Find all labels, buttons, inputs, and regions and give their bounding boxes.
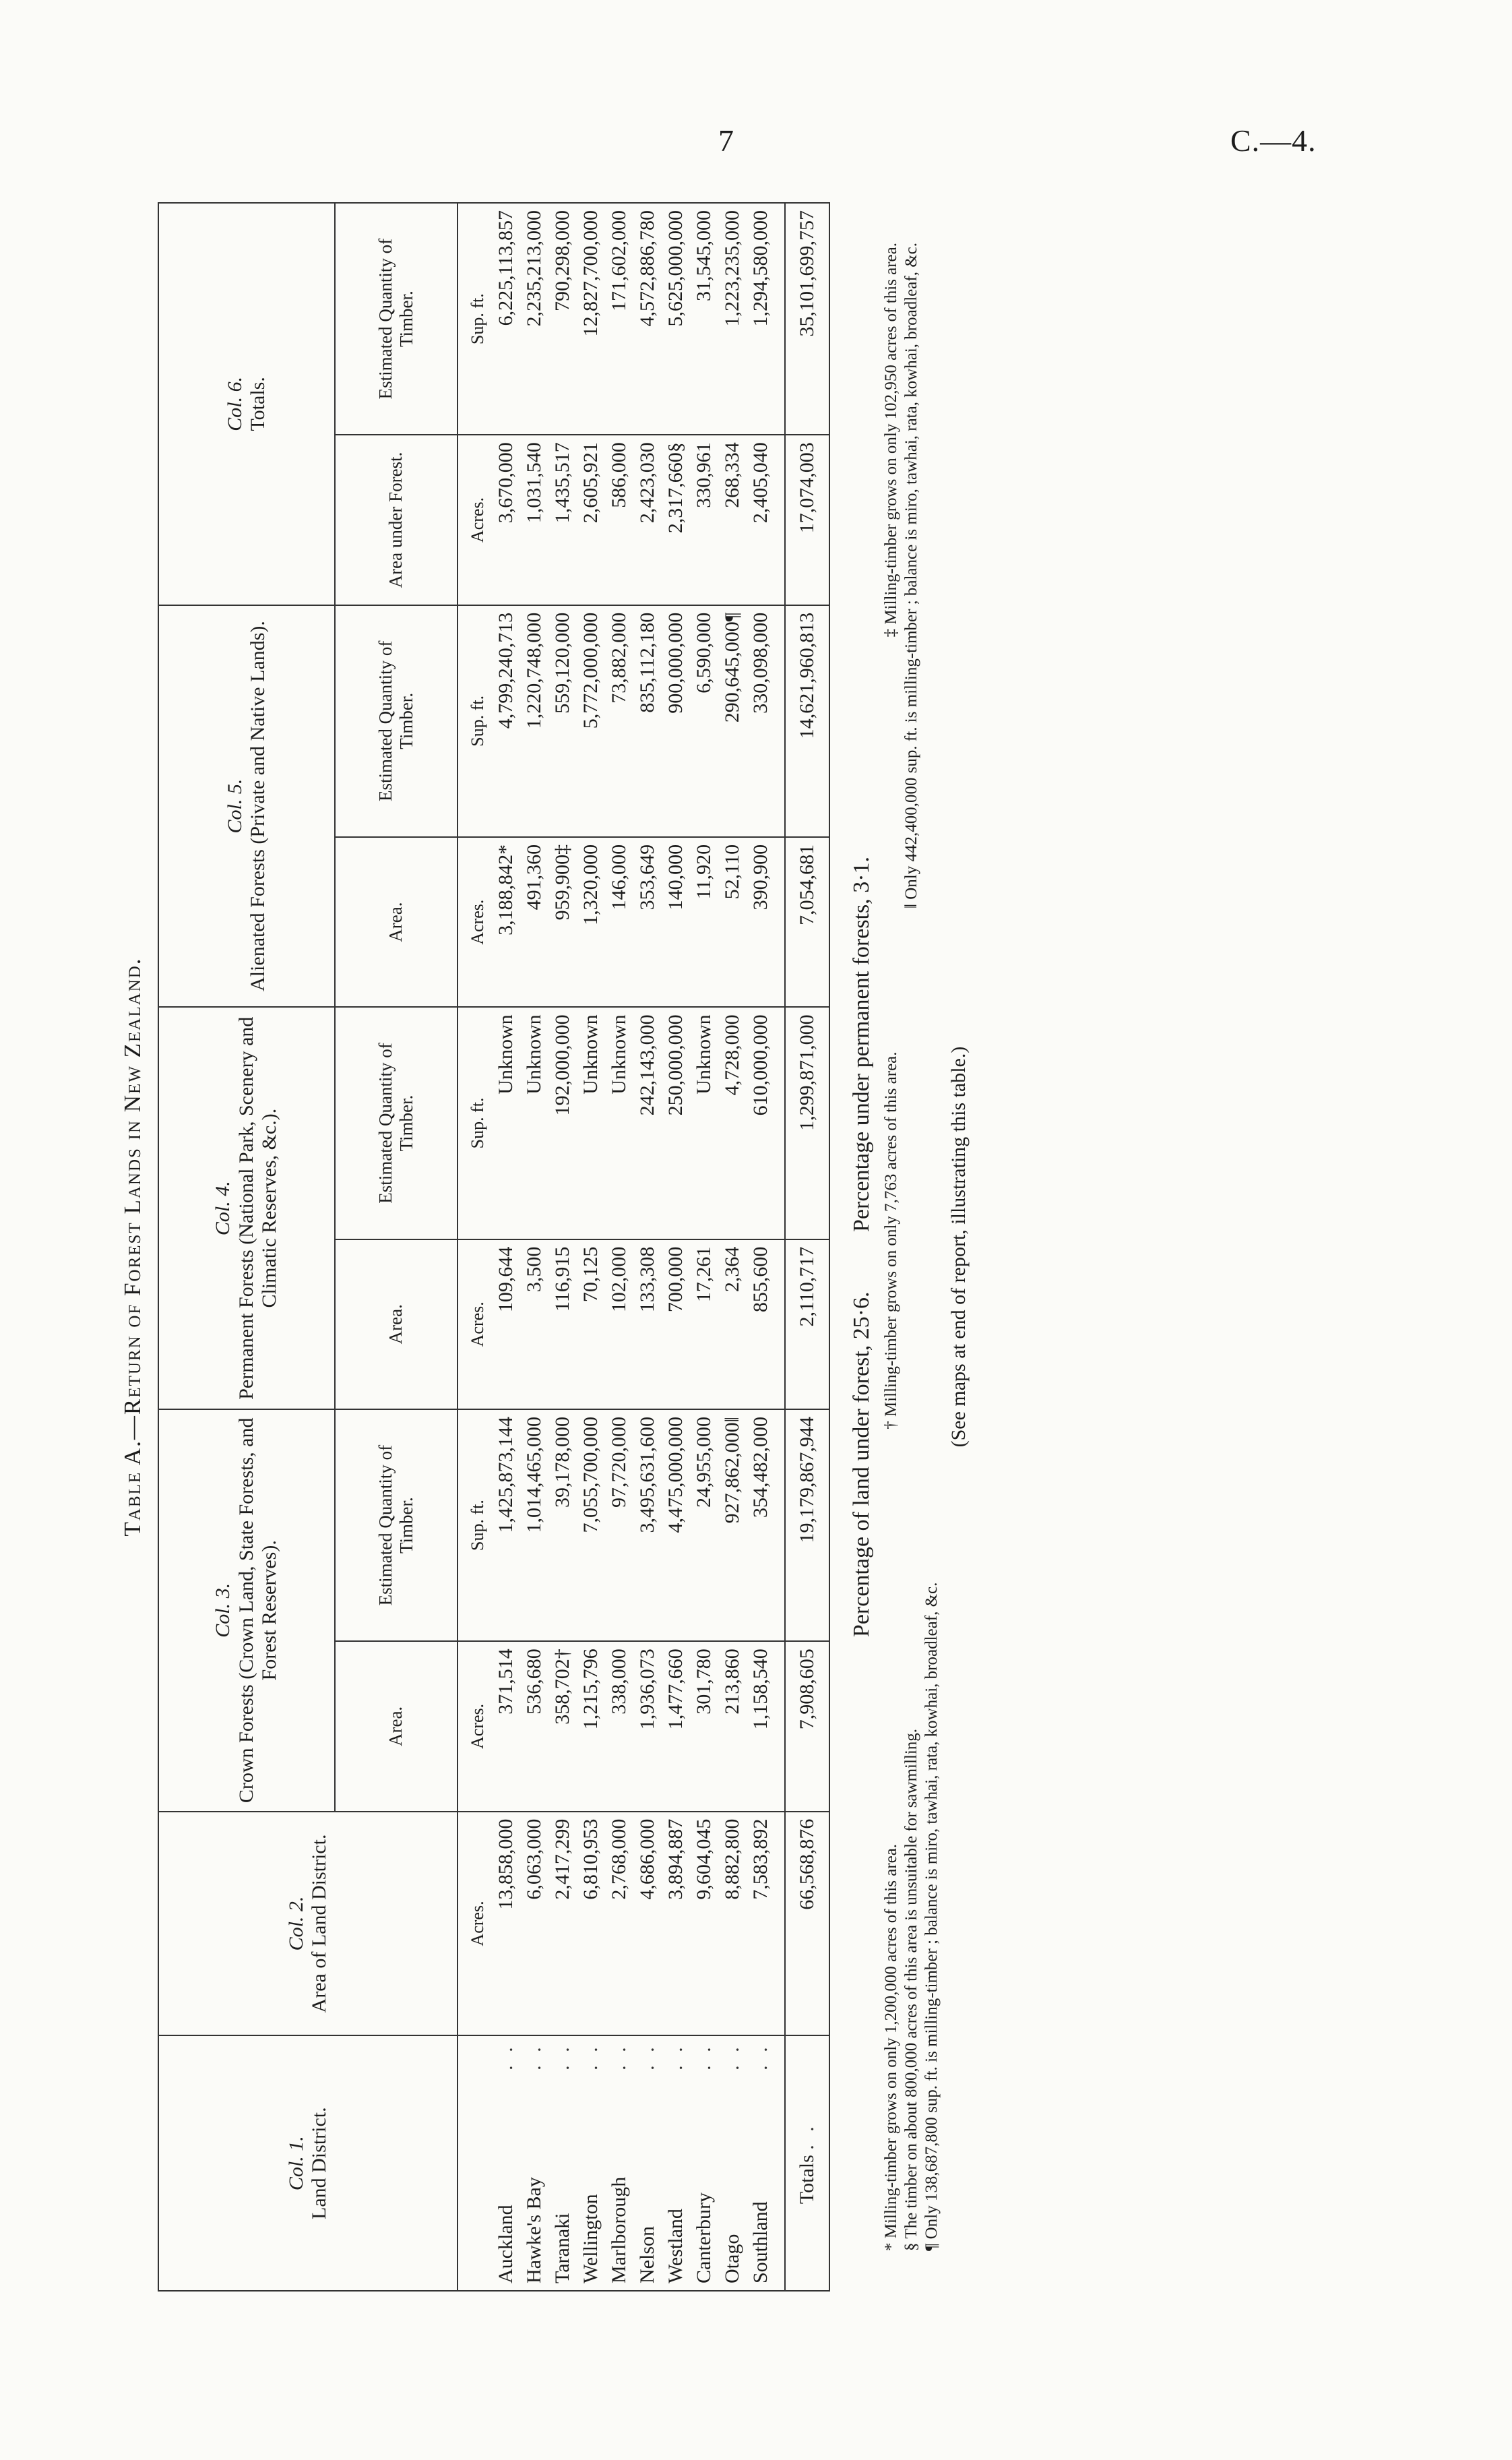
district-cell xyxy=(492,2035,520,2291)
totals-col5-area: 7,054,681 xyxy=(785,837,829,1007)
col6-area-cell: 2,423,030 xyxy=(633,435,662,605)
table-row xyxy=(577,203,605,2291)
col5-area-cell: 390,900 xyxy=(747,837,775,1007)
area-cell: 4,686,000 xyxy=(633,1812,662,2036)
district-name: Westland xyxy=(664,2209,687,2283)
col3-timber-cell: 1,425,873,144 xyxy=(492,1409,520,1641)
district-name: Marlborough xyxy=(608,2176,630,2283)
col4-area-cell: 855,600 xyxy=(747,1239,775,1409)
col5-timber-cell: 835,112,180 xyxy=(633,605,662,837)
col5-area-cell: 52,110 xyxy=(718,837,747,1007)
col5-area-subheader: Area. xyxy=(335,837,458,1007)
col6-timber-subheader: Estimated Quantity of Timber. xyxy=(335,203,458,435)
leader-dots: . . xyxy=(796,2122,818,2150)
leader-dots: . . xyxy=(495,2043,517,2070)
col5-number: Col. 5. xyxy=(223,778,246,834)
unit-label: Acres. xyxy=(458,837,492,1007)
col5-area-cell: 491,360 xyxy=(520,837,548,1007)
col6-area-cell: 2,605,921 xyxy=(577,435,605,605)
col4-timber-cell: Unknown xyxy=(577,1007,605,1239)
col6-area-cell: 330,961 xyxy=(690,435,718,605)
col3-timber-cell: 7,055,700,000 xyxy=(577,1409,605,1641)
col6-timber-cell: 171,602,000 xyxy=(605,203,633,435)
totals-col6-timber: 35,101,699,757 xyxy=(785,203,829,435)
area-cell: 6,810,953 xyxy=(577,1812,605,2036)
col3-timber-cell: 97,720,000 xyxy=(605,1409,633,1641)
percentage-line xyxy=(842,202,881,2292)
table-row xyxy=(492,203,520,2291)
col5-timber-cell: 559,120,000 xyxy=(548,605,577,837)
col4-title: Permanent Forests (National Park, Scenery and Climatic Reserves, &c.). xyxy=(234,1016,281,1400)
col3-timber-cell: 1,014,465,000 xyxy=(520,1409,548,1641)
unit-label: Sup. ft. xyxy=(458,203,492,435)
col4-number: Col. 4. xyxy=(212,1181,234,1236)
col4-area-cell: 109,644 xyxy=(492,1239,520,1409)
unit-label: Sup. ft. xyxy=(458,1409,492,1641)
unit-label: Sup. ft. xyxy=(458,1007,492,1239)
district-cell xyxy=(718,2035,747,2291)
col6-timber-cell: 1,223,235,000 xyxy=(718,203,747,435)
footnote-section: § The timber on about 800,000 acres of this area is unsuitable for sawmilling. xyxy=(902,1728,920,2251)
unit-label: Acres. xyxy=(458,1812,492,2036)
forest-percentage: Percentage of land under forest, 25·6. xyxy=(849,1291,874,1638)
col4-timber-cell: 610,000,000 xyxy=(747,1007,775,1239)
col3-area-cell: 213,860 xyxy=(718,1641,747,1811)
col3-area-cell: 1,215,796 xyxy=(577,1641,605,1811)
col3-title: Crown Forests (Crown Land, State Forests, and Forest Reserves). xyxy=(234,1417,281,1804)
col6-area-subheader: Area under Forest. xyxy=(335,435,458,605)
col3-area-cell: 301,780 xyxy=(690,1641,718,1811)
col6-area-cell: 1,435,517 xyxy=(548,435,577,605)
col6-area-cell: 3,670,000 xyxy=(492,435,520,605)
unit-label: Acres. xyxy=(458,435,492,605)
col5-timber-cell: 73,882,000 xyxy=(605,605,633,837)
district-cell xyxy=(520,2035,548,2291)
col6-area-cell: 586,000 xyxy=(605,435,633,605)
district-name: Wellington xyxy=(579,2194,602,2283)
totals-col4-timber: 1,299,871,000 xyxy=(785,1007,829,1239)
leader-dots: . . xyxy=(579,2043,602,2070)
col4-timber-cell: 250,000,000 xyxy=(662,1007,690,1239)
col3-area-subheader: Area. xyxy=(335,1641,458,1811)
col3-header xyxy=(158,1409,335,1812)
leader-dots: . . xyxy=(664,2043,687,2070)
leader-dots: . . xyxy=(523,2043,545,2070)
area-cell: 9,604,045 xyxy=(690,1812,718,2036)
district-name: Hawke's Bay xyxy=(523,2177,545,2283)
rotated-table-block xyxy=(108,202,1119,2292)
col2-header xyxy=(158,1812,458,2036)
col6-area-cell: 2,405,040 xyxy=(747,435,775,605)
district-name: Auckland xyxy=(495,2205,517,2283)
district-cell xyxy=(633,2035,662,2291)
leader-dots: . . xyxy=(749,2043,771,2070)
col4-area-cell: 133,308 xyxy=(633,1239,662,1409)
col4-area-cell: 102,000 xyxy=(605,1239,633,1409)
col4-area-cell: 700,000 xyxy=(662,1239,690,1409)
col5-area-cell: 146,000 xyxy=(605,837,633,1007)
unit-label: Acres. xyxy=(458,1641,492,1811)
district-name: Canterbury xyxy=(693,2192,715,2283)
col3-area-cell: 536,680 xyxy=(520,1641,548,1811)
footnote-ddagger: ‡ Milling-timber grows on only 102,950 acres of this area. xyxy=(882,243,900,638)
district-name: Otago xyxy=(721,2234,743,2283)
totals-col6-area: 17,074,003 xyxy=(785,435,829,605)
table-notes xyxy=(842,202,970,2292)
area-cell: 2,768,000 xyxy=(605,1812,633,2036)
col3-number: Col. 3. xyxy=(212,1582,234,1638)
col5-timber-cell: 1,220,748,000 xyxy=(520,605,548,837)
col6-timber-cell: 2,235,213,000 xyxy=(520,203,548,435)
see-maps-note: (See maps at end of report, illustrating this table.) xyxy=(947,1046,970,1448)
col4-timber-cell: Unknown xyxy=(690,1007,718,1239)
footnote-dagger: † Milling-timber grows on only 7,763 acres of this area. xyxy=(882,1051,900,1429)
col4-timber-subheader: Estimated Quantity of Timber. xyxy=(335,1007,458,1239)
col5-title: Alienated Forests (Private and Native Lands). xyxy=(247,621,269,991)
col3-timber-cell: 927,862,000‖ xyxy=(718,1409,747,1641)
col3-timber-cell: 24,955,000 xyxy=(690,1409,718,1641)
col3-area-cell: 338,000 xyxy=(605,1641,633,1811)
col5-timber-cell: 4,799,240,713 xyxy=(492,605,520,837)
area-cell: 13,858,000 xyxy=(492,1812,520,2036)
col5-timber-cell: 5,772,000,000 xyxy=(577,605,605,837)
totals-col3-area: 7,908,605 xyxy=(785,1641,829,1811)
totals-col4-area: 2,110,717 xyxy=(785,1239,829,1409)
col6-timber-cell: 6,225,113,857 xyxy=(492,203,520,435)
table-row xyxy=(548,203,577,2291)
col3-timber-subheader: Estimated Quantity of Timber. xyxy=(335,1409,458,1641)
col4-area-subheader: Area. xyxy=(335,1239,458,1409)
totals-col5-timber: 14,621,960,813 xyxy=(785,605,829,837)
col4-area-cell: 17,261 xyxy=(690,1239,718,1409)
col6-title: Totals. xyxy=(247,377,269,431)
col5-area-cell: 1,320,000 xyxy=(577,837,605,1007)
leader-dots: . . xyxy=(721,2043,743,2070)
district-cell xyxy=(577,2035,605,2291)
col3-area-cell: 358,702† xyxy=(548,1641,577,1811)
area-cell: 7,583,892 xyxy=(747,1812,775,2036)
totals-label: Totals xyxy=(796,2155,818,2205)
units-row xyxy=(458,203,492,2291)
col3-timber-cell: 354,482,000 xyxy=(747,1409,775,1641)
col4-timber-cell: 192,000,000 xyxy=(548,1007,577,1239)
table-row xyxy=(662,203,690,2291)
col5-timber-cell: 6,590,000 xyxy=(690,605,718,837)
district-name: Taranaki xyxy=(551,2213,573,2283)
district-name: Southland xyxy=(749,2201,771,2283)
col5-area-cell: 353,649 xyxy=(633,837,662,1007)
col4-header xyxy=(158,1007,335,1409)
leader-dots: . . xyxy=(693,2043,715,2070)
col3-area-cell: 1,936,073 xyxy=(633,1641,662,1811)
col6-number: Col. 6. xyxy=(223,376,246,431)
area-cell: 3,894,887 xyxy=(662,1812,690,2036)
document-reference: C.—4. xyxy=(1230,123,1317,158)
col6-timber-cell: 4,572,886,780 xyxy=(633,203,662,435)
col6-header xyxy=(158,203,335,605)
col5-area-cell: 3,188,842* xyxy=(492,837,520,1007)
col3-timber-cell: 3,495,631,600 xyxy=(633,1409,662,1641)
col6-timber-cell: 31,545,000 xyxy=(690,203,718,435)
col4-timber-cell: 242,143,000 xyxy=(633,1007,662,1239)
col2-number: Col. 2. xyxy=(284,1896,307,1951)
col3-area-cell: 1,158,540 xyxy=(747,1641,775,1811)
forest-lands-table xyxy=(158,202,830,2292)
area-cell: 6,063,000 xyxy=(520,1812,548,2036)
col4-timber-cell: Unknown xyxy=(520,1007,548,1239)
col4-area-cell: 70,125 xyxy=(577,1239,605,1409)
col4-timber-cell: Unknown xyxy=(492,1007,520,1239)
col2-title: Area of Land District. xyxy=(308,1834,330,2013)
col1-title: Land District. xyxy=(308,2107,330,2219)
table-row xyxy=(605,203,633,2291)
permanent-percentage: Percentage under permanent forests, 3·1. xyxy=(849,856,874,1232)
col6-area-cell: 268,334 xyxy=(718,435,747,605)
col5-area-cell: 11,920 xyxy=(690,837,718,1007)
col3-timber-cell: 39,178,000 xyxy=(548,1409,577,1641)
district-cell xyxy=(548,2035,577,2291)
totals-row xyxy=(785,203,829,2291)
col4-area-cell: 3,500 xyxy=(520,1239,548,1409)
col6-timber-cell: 1,294,580,000 xyxy=(747,203,775,435)
footnote-parallel: ‖ Only 442,400,000 sup. ft. is milling-timber ; balance is miro, tawhai, rata, kowhai, broadleaf, &c. xyxy=(902,243,920,909)
col4-area-cell: 2,364 xyxy=(718,1239,747,1409)
area-cell: 2,417,299 xyxy=(548,1812,577,2036)
leader-dots: . . xyxy=(608,2043,630,2070)
district-cell xyxy=(747,2035,775,2291)
table-row xyxy=(633,203,662,2291)
col5-timber-subheader: Estimated Quantity of Timber. xyxy=(335,605,458,837)
unit-label: Sup. ft. xyxy=(458,605,492,837)
col4-area-cell: 116,915 xyxy=(548,1239,577,1409)
totals-col3-timber: 19,179,867,944 xyxy=(785,1409,829,1641)
table-row xyxy=(718,203,747,2291)
table-row xyxy=(520,203,548,2291)
col6-timber-cell: 5,625,000,000 xyxy=(662,203,690,435)
district-cell xyxy=(605,2035,633,2291)
col3-timber-cell: 4,475,000,000 xyxy=(662,1409,690,1641)
totals-area: 66,568,876 xyxy=(785,1812,829,2036)
col5-timber-cell: 330,098,000 xyxy=(747,605,775,837)
col6-area-cell: 1,031,540 xyxy=(520,435,548,605)
col6-timber-cell: 12,827,700,000 xyxy=(577,203,605,435)
table-row xyxy=(747,203,775,2291)
footnote-star: * Milling-timber grows on only 1,200,000 acres of this area. xyxy=(882,1843,900,2251)
col5-area-cell: 959,900‡ xyxy=(548,837,577,1007)
col6-area-cell: 2,317,660§ xyxy=(662,435,690,605)
footnote-pilcrow: ¶ Only 138,687,800 sup. ft. is milling-timber ; balance is miro, tawhai, rata, kowhai, broadleaf, &c. xyxy=(922,1582,941,2251)
district-cell xyxy=(662,2035,690,2291)
page-number: 7 xyxy=(718,123,734,158)
col4-timber-cell: 4,728,000 xyxy=(718,1007,747,1239)
col3-area-cell: 371,514 xyxy=(492,1641,520,1811)
col4-timber-cell: Unknown xyxy=(605,1007,633,1239)
totals-label-cell xyxy=(785,2035,829,2291)
col5-area-cell: 140,000 xyxy=(662,837,690,1007)
col5-timber-cell: 290,645,000¶ xyxy=(718,605,747,837)
area-cell: 8,882,800 xyxy=(718,1812,747,2036)
table-title: Table A.—Return of Forest Lands in New Zealand. xyxy=(119,957,146,1537)
col6-timber-cell: 790,298,000 xyxy=(548,203,577,435)
leader-dots: . . xyxy=(551,2043,573,2070)
col5-header xyxy=(158,605,335,1008)
district-cell xyxy=(690,2035,718,2291)
district-name: Nelson xyxy=(636,2226,658,2283)
table-row xyxy=(690,203,718,2291)
unit-label: Acres. xyxy=(458,1239,492,1409)
leader-dots: . . xyxy=(636,2043,658,2070)
col1-number: Col. 1. xyxy=(284,2136,307,2191)
col1-header xyxy=(158,2035,458,2291)
col3-area-cell: 1,477,660 xyxy=(662,1641,690,1811)
footnotes xyxy=(881,202,942,2292)
col5-timber-cell: 900,000,000 xyxy=(662,605,690,837)
